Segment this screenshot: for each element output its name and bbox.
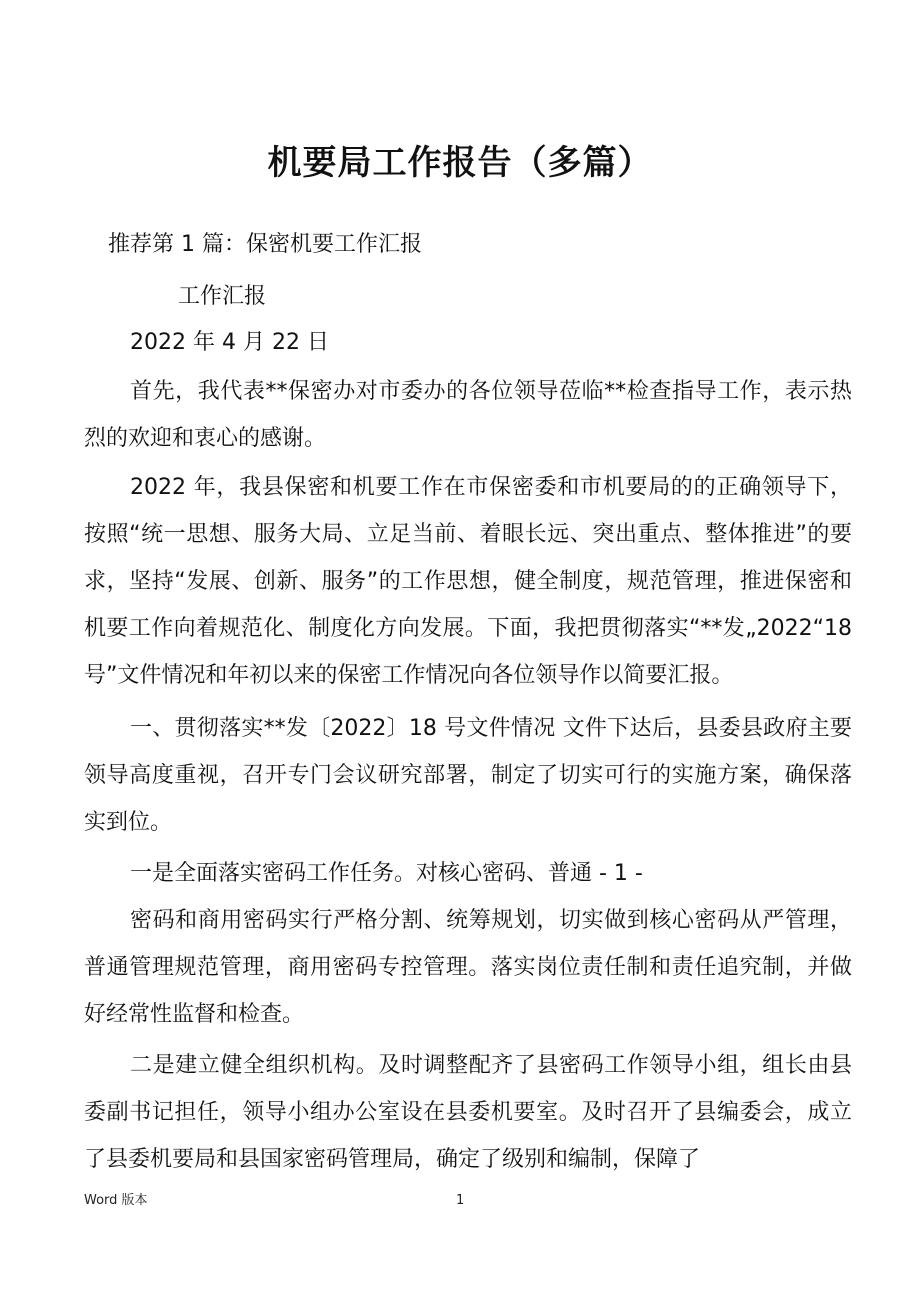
footer-version-label: Word 版本 xyxy=(84,1193,148,1208)
paragraph-2: 2022 年，我县保密和机要工作在市保密委和市机要局的的正确领导下，按照“统一思想、服务大局、立足当前、着眼长远、突出重点、整体推进”的要求，坚持“发展、创新、服务”的工作思想，健全制度，规范管理，推进保密和机要工作向着规范化、制度化方向发展。下面，我把贯彻落实“**发„2022“18 号”文件情况和年初以来的保密工作情况向各位领导作以简要汇报。 xyxy=(84,475,852,688)
footer-page-number: 1 xyxy=(456,1193,465,1208)
paragraph-5: 密码和商用密码实行严格分割、统筹规划，切实做到核心密码从严管理，普通管理规范管理，商用密码专控管理。落实岗位责任制和责任追究制，并做好经常性监督和检查。 xyxy=(84,908,852,1027)
paragraph-4: 一是全面落实密码工作任务。对核心密码、普通 - 1 - xyxy=(130,861,643,886)
paragraph-3: 一、贯彻落实**发〔2022〕18 号文件情况 文件下达后，县委县政府主要领导高度重视，召开专门会议研究部署，制定了切实可行的实施方案，确保落实到位。 xyxy=(84,716,852,835)
section-heading: 工作汇报 xyxy=(178,284,267,309)
subtitle: 推荐第 1 篇：保密机要工作汇报 xyxy=(108,232,422,257)
document-title: 机要局工作报告（多篇） xyxy=(267,143,653,183)
paragraph-6: 二是建立健全组织机构。及时调整配齐了县密码工作领导小组，组长由县委副书记担任，领导小组办公室设在县委机要室。及时召开了县编委会，成立了县委机要局和县国家密码管理局，确定了级别和编制，保障了 xyxy=(84,1053,852,1172)
paragraph-1: 首先，我代表**保密办对市委办的各位领导莅临**检查指导工作，表示热烈的欢迎和衷心的感谢。 xyxy=(84,379,852,451)
report-date: 2022 年 4 月 22 日 xyxy=(130,330,329,355)
